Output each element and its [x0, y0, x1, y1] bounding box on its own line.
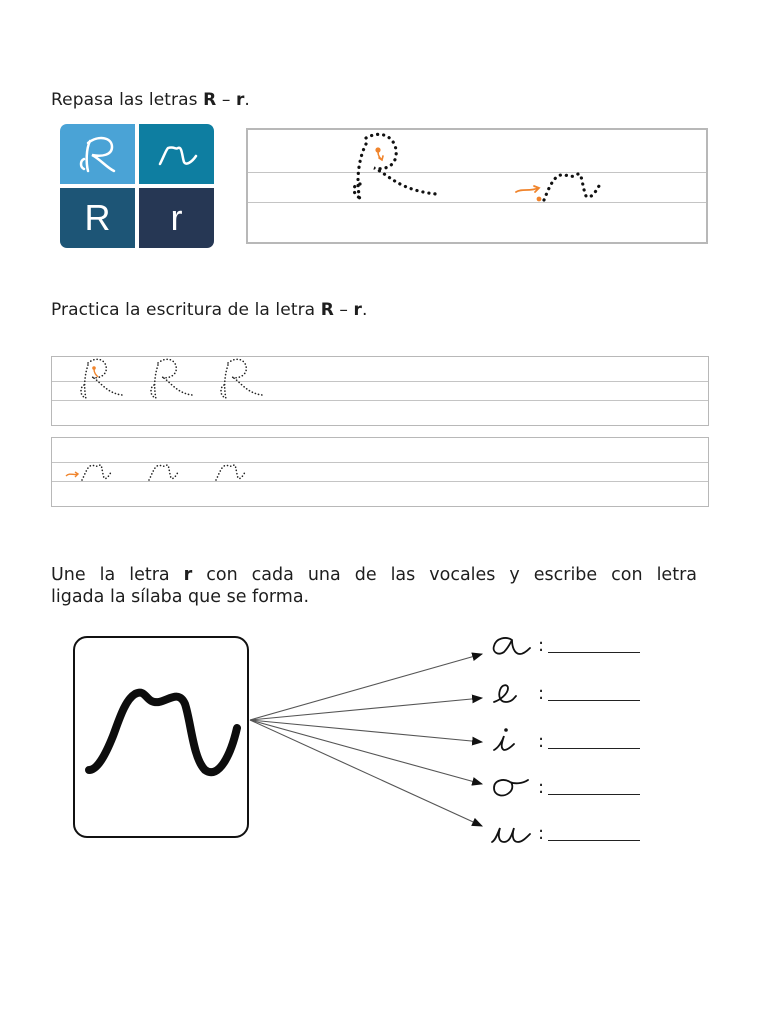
tile-print-lower: [139, 188, 214, 248]
print-lower-letter: r: [170, 197, 183, 238]
connector-arrows: [240, 640, 490, 840]
cursive-r-icon: [152, 134, 202, 174]
print-upper-letter: R: [84, 197, 111, 238]
heading-bold-lower: r: [353, 300, 362, 320]
heading-period: .: [244, 90, 250, 110]
dotted-letters-large[interactable]: [248, 130, 706, 242]
answer-line-u[interactable]: [548, 840, 640, 841]
practice-box-lower: [51, 437, 709, 507]
instruction-text: con cada una de las vocales y escribe con letra: [192, 565, 697, 585]
heading-text: Practica la escritura de la letra: [51, 300, 321, 320]
cursive-r-large-icon: [75, 638, 246, 835]
cursive-i-icon: [490, 726, 534, 756]
section3-instruction-line2: [51, 586, 697, 608]
instruction-bold-letter: r: [183, 565, 193, 585]
cursive-u-icon: [490, 818, 534, 848]
instruction-text: ligada la sílaba que se forma.: [51, 587, 310, 607]
heading-bold-upper: R: [203, 90, 217, 110]
vowel-row-e: [490, 678, 544, 708]
instruction-text: Une la letra: [51, 565, 184, 585]
answer-line-a[interactable]: [548, 652, 640, 653]
tile-cursive-upper: [60, 124, 135, 184]
heading-bold-upper: R: [320, 300, 334, 320]
dotted-R-row[interactable]: [52, 357, 707, 424]
cursive-a-icon: [490, 630, 534, 660]
colon: :: [538, 682, 545, 704]
answer-line-o[interactable]: [548, 794, 640, 795]
vowel-row-i: [490, 726, 544, 756]
vowel-row-a: [490, 630, 544, 660]
heading-bold-lower: r: [235, 90, 245, 110]
letter-tiles: [60, 124, 214, 248]
heading-dash: –: [216, 90, 236, 110]
tile-print-upper: [60, 188, 135, 248]
tracing-box-large: [246, 128, 708, 244]
section2-heading: [51, 300, 368, 320]
colon: :: [538, 776, 545, 798]
cursive-e-icon: [490, 678, 534, 708]
answer-line-i[interactable]: [548, 748, 640, 749]
practice-box-upper: [51, 356, 709, 426]
cursive-R-icon: [68, 129, 128, 179]
section1-heading: [51, 90, 250, 110]
cursive-r-card: [73, 636, 249, 838]
section3-instruction-line1: [51, 564, 697, 586]
vowel-row-u: [490, 818, 544, 848]
colon: :: [538, 730, 545, 752]
heading-text: Repasa las letras: [51, 90, 204, 110]
tile-cursive-lower: [139, 124, 214, 184]
answer-line-e[interactable]: [548, 700, 640, 701]
colon: :: [538, 822, 545, 844]
heading-period: .: [362, 300, 368, 320]
vowel-row-o: [490, 772, 544, 802]
heading-dash: –: [333, 300, 354, 320]
cursive-o-icon: [490, 772, 534, 802]
colon: :: [538, 634, 545, 656]
dotted-r-row[interactable]: [52, 438, 707, 505]
